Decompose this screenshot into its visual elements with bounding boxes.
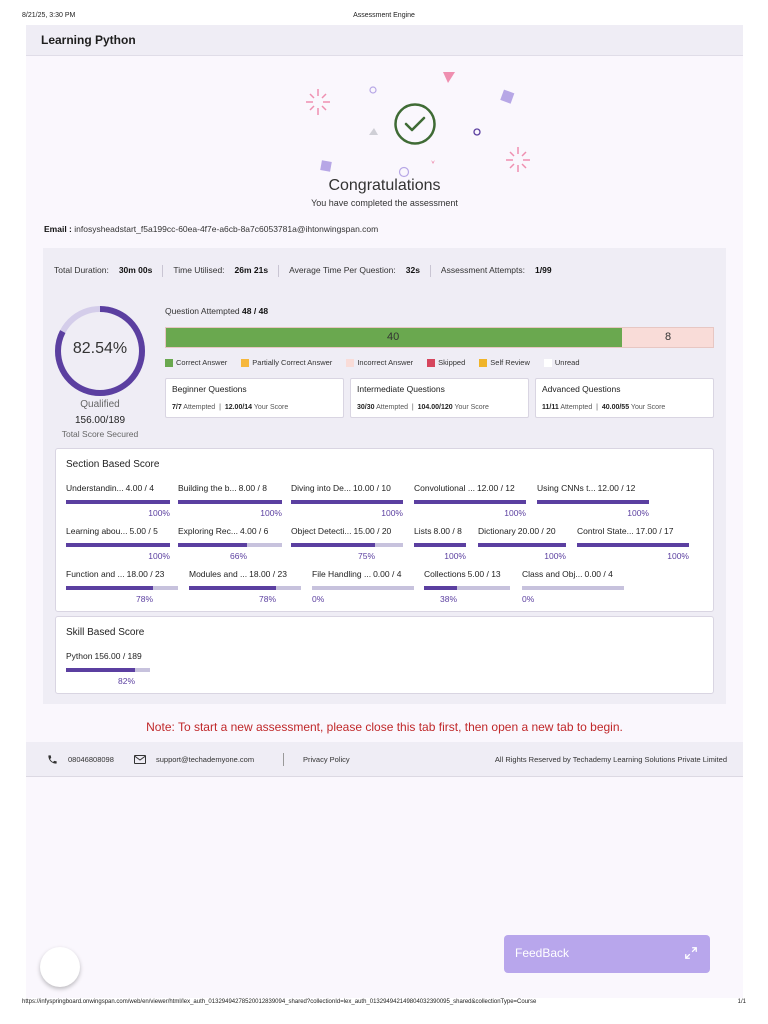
print-page-number: 1/1 (737, 999, 746, 1005)
score-item-percent: 0% (312, 594, 325, 604)
score-item-label: Object Detecti... 15.00 / 20 (291, 526, 392, 536)
legend-item (346, 358, 413, 367)
score-item (66, 569, 186, 605)
score-item-percent: 100% (148, 551, 170, 561)
questions-attempted: Question Attempted 48 / 48 (165, 306, 269, 316)
score-item-percent: 82% (117, 676, 135, 686)
course-title: Learning Python (41, 33, 136, 47)
advanced-questions-card: Advanced Questions 11/11 Attempted | 40.00/55 Your Score (535, 378, 714, 418)
score-item (414, 483, 532, 519)
score-item (537, 483, 655, 519)
square-confetti (320, 160, 332, 172)
square-confetti (500, 90, 514, 104)
score-item-label: Collections 5.00 / 13 (424, 569, 501, 579)
skill-score-title: Skill Based Score (66, 627, 145, 638)
score-progress-fill (178, 500, 282, 504)
score-progress-fill (189, 586, 276, 590)
time-utilised: Time Utilised: 26m 21s (173, 265, 269, 276)
avg-time-per-question: Average Time Per Question: 32s (289, 265, 420, 276)
results-page (26, 25, 743, 998)
phone-icon (47, 754, 58, 765)
score-progress-fill (414, 543, 466, 547)
score-progress-bar (478, 543, 566, 547)
score-item-label: Class and Obj... 0.00 / 4 (522, 569, 613, 579)
score-item (312, 569, 420, 605)
score-item (178, 483, 288, 519)
score-progress-bar (424, 586, 510, 590)
score-item-percent: 100% (444, 551, 466, 561)
score-item-label: Using CNNs t... 12.00 / 12 (537, 483, 636, 493)
rights-text: All Rights Reserved by Techademy Learning Solutions Private Limited (494, 755, 727, 764)
score-item (66, 651, 154, 687)
legend-item (241, 358, 332, 367)
score-item-label: Modules and ... 18.00 / 23 (189, 569, 287, 579)
email-value: infosysheadstart_f5a199cc-60ea-4f7e-a6cb-8a7c6053781a@ihtonwingspan.com (74, 224, 379, 234)
score-progress-bar (537, 500, 649, 504)
skill-score-panel (55, 616, 714, 694)
answers-bar (165, 327, 714, 348)
incorrect-count: 8 (665, 331, 672, 343)
intermediate-questions-card: Intermediate Questions 30/30 Attempted | 104.00/120 Your Score (350, 378, 529, 418)
assessment-attempts: Assessment Attempts: 1/99 (440, 265, 552, 276)
score-item (291, 526, 409, 562)
legend-label: Self Review (490, 358, 530, 367)
congrats-subtitle: You have completed the assessment (311, 198, 458, 208)
legend-item (479, 358, 530, 367)
sparkle-icon (306, 89, 330, 115)
score-item-label: Building the b... 8.00 / 8 (178, 483, 267, 493)
score-item-label: Control State... 17.00 / 17 (577, 526, 674, 536)
stats-box (43, 248, 726, 704)
score-progress-bar (66, 543, 170, 547)
stats-row (54, 265, 552, 277)
score-item (66, 526, 176, 562)
legend-label: Correct Answer (176, 358, 228, 367)
score-progress-bar (178, 543, 282, 547)
score-item-label: Understandin... 4.00 / 4 (66, 483, 155, 493)
section-score-panel (55, 448, 714, 612)
score-ring (53, 304, 147, 398)
score-item (577, 526, 695, 562)
triangle-confetti (443, 72, 455, 83)
score-item-label: Diving into De... 10.00 / 10 (291, 483, 391, 493)
score-item-percent: 100% (544, 551, 566, 561)
score-item-label: File Handling ... 0.00 / 4 (312, 569, 402, 579)
score-item-percent: 0% (522, 594, 535, 604)
score-progress-bar (66, 668, 150, 672)
print-header (22, 12, 746, 22)
score-item-label: Learning abou... 5.00 / 5 (66, 526, 158, 536)
score-item-percent: 100% (504, 508, 526, 518)
top-bar (26, 25, 743, 56)
score-item (478, 526, 572, 562)
legend-label: Incorrect Answer (357, 358, 414, 367)
score-item-label: Python 156.00 / 189 (66, 651, 142, 661)
score-item-percent: 100% (381, 508, 403, 518)
score-item (424, 569, 518, 605)
check-circle-icon (396, 105, 435, 144)
footer-divider (283, 753, 284, 766)
beginner-questions-card: Beginner Questions 7/7 Attempted | 12.00/14 Your Score (165, 378, 344, 418)
legend-item (544, 358, 580, 367)
legend-swatch (165, 359, 173, 367)
score-progress-bar (414, 543, 466, 547)
score-item-percent: 75% (357, 551, 375, 561)
score-item-percent: 78% (258, 594, 276, 604)
score-item (414, 526, 474, 562)
legend-swatch (479, 359, 487, 367)
score-progress-fill (537, 500, 649, 504)
support-email[interactable]: support@techademyone.com (156, 755, 255, 764)
score-item-percent: 100% (148, 508, 170, 518)
section-score-title: Section Based Score (66, 459, 160, 470)
email-line (44, 224, 378, 234)
legend-swatch (241, 359, 249, 367)
score-item (522, 569, 630, 605)
score-progress-bar (577, 543, 689, 547)
score-item (189, 569, 309, 605)
email-label: Email : (44, 224, 72, 234)
correct-count: 40 (387, 331, 400, 343)
score-item (66, 483, 176, 519)
legend-swatch (427, 359, 435, 367)
score-item-percent: 100% (667, 551, 689, 561)
score-progress-fill (66, 668, 135, 672)
total-score-label: Total Score Secured (61, 429, 139, 439)
score-progress-bar (312, 586, 414, 590)
score-item-percent: 78% (135, 594, 153, 604)
score-progress-fill (291, 543, 375, 547)
score-item (291, 483, 409, 519)
legend-label: Partially Correct Answer (252, 358, 333, 367)
score-progress-bar (66, 500, 170, 504)
total-duration: Total Duration: 30m 00s (54, 265, 153, 276)
print-title: Assessment Engine (353, 12, 415, 19)
score-progress-fill (424, 586, 457, 590)
score-progress-fill (66, 500, 170, 504)
feedback-label: FeedBack (515, 946, 570, 960)
score-progress-fill (577, 543, 689, 547)
score-progress-bar (291, 543, 403, 547)
score-item (178, 526, 288, 562)
feedback-button[interactable] (504, 935, 710, 973)
circle-confetti (370, 87, 376, 93)
score-item-percent: 66% (229, 551, 247, 561)
floating-action-button[interactable] (40, 947, 80, 987)
expand-icon (684, 946, 698, 960)
circle-confetti (474, 129, 480, 135)
score-progress-fill (66, 586, 153, 590)
congrats-title: Congratulations (328, 177, 441, 194)
circle-confetti (400, 168, 409, 177)
score-percent: 82.54% (72, 340, 128, 357)
score-item-label: Exploring Rec... 4.00 / 6 (178, 526, 269, 536)
legend-swatch (346, 359, 354, 367)
score-item-percent: 38% (439, 594, 457, 604)
score-progress-fill (478, 543, 566, 547)
legend-item (165, 358, 227, 367)
mail-icon (134, 755, 146, 764)
print-date: 8/21/25, 3:30 PM (22, 12, 76, 19)
score-item-percent: 100% (627, 508, 649, 518)
legend-item (427, 358, 465, 367)
triangle-confetti (369, 128, 378, 135)
new-assessment-note: Note: To start a new assessment, please close this tab first, then open a new tab to begin. (146, 720, 623, 734)
score-item-label: Convolutional ... 12.00 / 12 (414, 483, 515, 493)
privacy-policy-link[interactable]: Privacy Policy (303, 755, 350, 764)
legend-label: Skipped (438, 358, 466, 367)
score-progress-bar (291, 500, 403, 504)
score-progress-bar (66, 586, 178, 590)
score-progress-bar (189, 586, 301, 590)
support-phone[interactable]: 08046808098 (68, 755, 114, 764)
score-item-label: Function and ... 18.00 / 23 (66, 569, 165, 579)
score-item-percent: 100% (260, 508, 282, 518)
sparkle-icon (506, 147, 530, 172)
qualified-status: Qualified (80, 399, 120, 410)
score-progress-fill (66, 543, 170, 547)
legend-swatch (544, 359, 552, 367)
legend-label: Unread (554, 358, 580, 367)
score-progress-bar (178, 500, 282, 504)
score-progress-bar (522, 586, 624, 590)
score-progress-fill (414, 500, 526, 504)
score-progress-bar (414, 500, 526, 504)
score-progress-fill (291, 500, 403, 504)
score-item-label: Lists 8.00 / 8 (414, 526, 462, 536)
score-item-label: Dictionary 20.00 / 20 (478, 526, 556, 536)
print-footer (22, 999, 746, 1009)
answers-legend (165, 358, 594, 367)
print-url: https://infyspringboard.onwingspan.com/web/en/viewer/html/lex_auth_01329494278520012839094_shared?collectionId=lex_auth_013294942149804032390095_shared&collectionType=Course (22, 999, 537, 1005)
footer (26, 742, 743, 777)
total-score: 156.00/189 (74, 415, 126, 426)
score-progress-fill (178, 543, 247, 547)
heart-confetti (431, 160, 435, 164)
